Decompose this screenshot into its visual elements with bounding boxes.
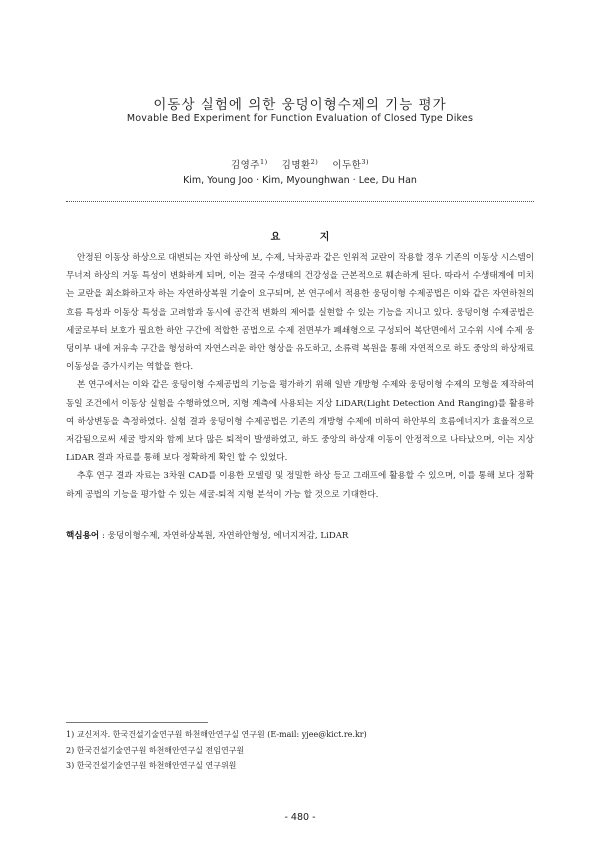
header-divider: [66, 201, 534, 202]
abstract-body: [66, 249, 534, 504]
paper-title-english: Movable Bed Experiment for Function Evaluation of Closed Type Dikes: [126, 113, 474, 124]
keywords-text: : 웅덩이형수제, 자연하상복원, 자연하안형성, 에너지저감, LiDAR: [99, 531, 349, 541]
footnote-1: 1) 교신저자. 한국건설기술연구원 하천해안연구실 연구원 (E-mail: yjee@kict.re.kr): [66, 730, 367, 739]
abstract-paragraph-2: 본 연구에서는 이와 같은 웅덩이형 수제공법의 기능을 평가하기 위해 일반 개방형 수제와 웅덩이형 수제의 모형을 제작하여 동일 조건에서 이동상 실험을 수행하였으며, 지형 계측에 사용되는 지상 LiDAR(Light Detection And Ranging)를 활용하여 하상변동을 측정하였다. 실험 결과 웅덩이형 수제공법은 기존의 개방형 수제에 비하여 하안부의 흐름에너지가 효율적으로 저감됨으로써 세굴 방지와 함께 보다 많은 퇴적이 발생하였고, 하도 중앙의 하상재 이동이 안정적으로 나타났으며, 이는 지상 LiDAR 결과 자료를 통해 보다 정확하게 확인 할 수 있었다.: [66, 380, 534, 464]
footnotes: [66, 727, 536, 774]
author-list-korean: [0, 157, 600, 171]
keywords: [66, 528, 534, 544]
author-2-footnote-mark: 2): [310, 158, 319, 166]
footnote-3: 3) 한국건설기술연구원 하천해안연구실 연구위원: [66, 761, 237, 770]
paper-title-korean: 이동상 실험에 의한 웅덩이형수제의 기능 평가: [153, 97, 447, 113]
author-3-name: 이두한: [332, 160, 362, 171]
abstract-heading: 요 지: [270, 232, 348, 243]
keywords-label: 핵심용어: [66, 531, 100, 541]
author-2-name: 김명환: [281, 160, 311, 171]
page-number: - 480 -: [284, 812, 316, 823]
author-1-footnote-mark: 1): [259, 158, 268, 166]
author-3-footnote-mark: 3): [361, 158, 370, 166]
footnote-2: 2) 한국건설기술연구원 하천해안연구실 전임연구원: [66, 745, 245, 755]
footnote-rule: [66, 722, 208, 723]
abstract-paragraph-3: 추후 연구 결과 자료는 3차원 CAD를 이용한 모델링 및 정밀한 하상 등고 그래프에 활용할 수 있으며, 이를 통해 보다 정확하게 공법의 기능을 평가할 수 있는 세굴-퇴적 지형 분석이 가능 할 것으로 기대한다.: [66, 471, 534, 500]
abstract-paragraph-1: 안정된 이동상 하상으로 대변되는 자연 하상에 보, 수제, 낙차공과 같은 인위적 교란이 작용할 경우 기존의 이동상 시스템이 무너져 하상의 거동 특성이 변화하게 되며, 이는 결국 수생태의 건강성을 근본적으로 훼손하게 된다. 따라서 수생태계에 미치는 교란을 최소화하고자 하는 자연하상복원 기술이 요구되며, 본 연구에서 적용한 웅덩이형 수제공법은 이와 같은 자연하천의 흐름 특성과 이동상 특성을 고려함과 동시에 공간적 변화의 제어를 실현할 수 있는 기능을 지니고 있다. 웅덩이형 수제공법은 세굴로부터 보호가 필요한 하안 구간에 적합한 공법으로 수제 전면부가 폐쇄형으로 구성되어 복단면에서 고수위 시에 수제 웅덩이부 내에 저유속 구간을 형성하여 자연스러운 하안 형상을 유도하고, 소류력 복원을 통해 자연적으로 하도 중앙의 하상재료 이동성을 증가시키는 역할을 한다.: [66, 253, 534, 373]
author-1-name: 김영주: [230, 160, 260, 171]
author-list-english: Kim, Young Joo · Kim, Myounghwan · Lee, Du Han: [183, 175, 417, 186]
